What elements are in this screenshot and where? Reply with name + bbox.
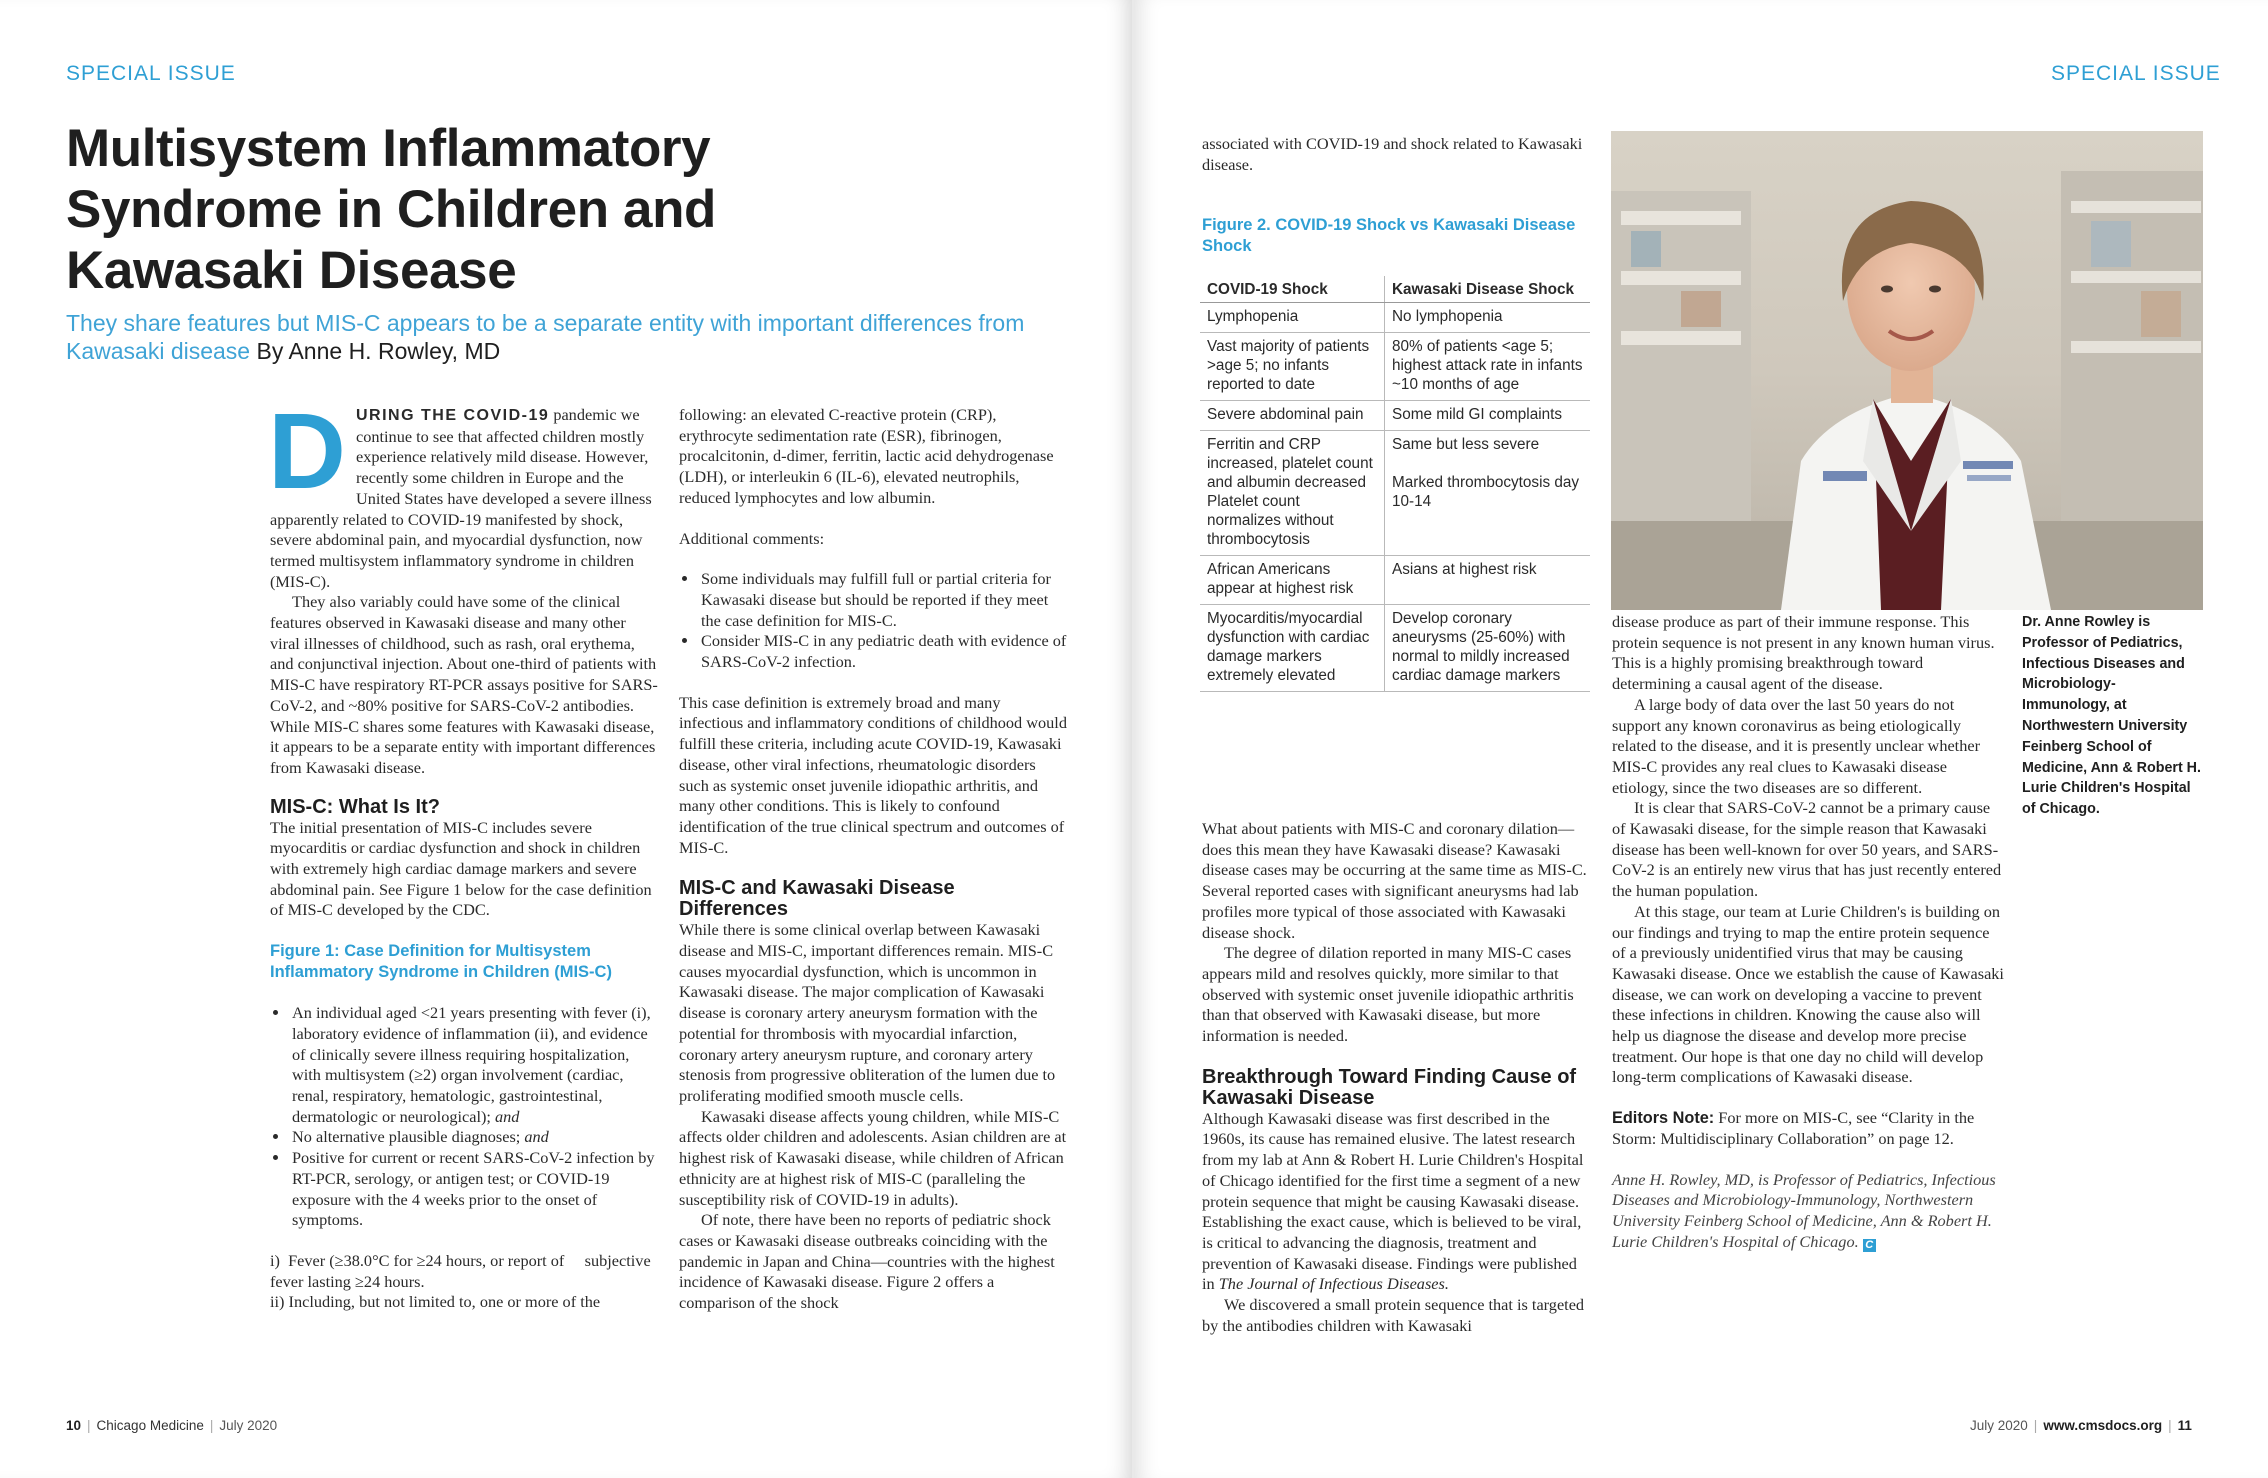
paragraph: associated with COVID-19 and shock related to Kawasaki disease.	[1202, 134, 1583, 174]
photo-caption: Dr. Anne Rowley is Professor of Pediatrics, Infectious Diseases and Microbiology-Immunology, at Northwestern University Feinberg School of Medicine, Ann & Robert H. Lurie Children's Hospital of Chicago.	[2022, 614, 2201, 818]
table-cell: No lymphopenia	[1385, 303, 1591, 333]
table-header: COVID-19 Shock	[1200, 276, 1385, 303]
paragraph: We discovered a small protein sequence that is targeted by the antibodies children with Kawasaki	[1202, 1295, 1585, 1335]
list-item: • Consider MIS-C in any pediatric death with evidence of SARS-CoV-2 infection.	[699, 631, 1067, 672]
paragraph: The degree of dilation reported in many MIS-C cases appears mild and resolves quickly, more similar to that observed with systemic onset juvenile idiopathic arthritis than that observed with Kawasaki disease, but more information is needed.	[1202, 943, 1574, 1046]
comparison-table	[1200, 276, 1590, 692]
footnote-ii: ii) Including, but not limited to, one or more of the	[270, 1292, 601, 1312]
editors-note-label: Editors Note:	[1612, 1109, 1715, 1128]
website-link[interactable]: www.cmsdocs.org	[2043, 1418, 2163, 1433]
byline: By Anne H. Rowley, MD	[256, 338, 501, 364]
paragraph-text: Although Kawasaki disease was first described in the 1960s, its cause has remained elusive. The latest research from my lab at Ann & Robert H. Lurie Children's Hospital of Chicago identified for the first time a segment of a new protein sequence that might be causing Kawasaki disease. Establishing the exact cause, which is believed to be viral, is critical to advancing the diagnosis, treatment and prevention of Kawasaki disease. Findings were published in	[1202, 1108, 1584, 1294]
table-header: Kawasaki Disease Shock	[1385, 276, 1591, 303]
subtitle-text: They share features but MIS-C appears to be a separate entity with important differences from Kawasaki disease	[66, 310, 1025, 364]
article-title: Multisystem Inflammatory Syndrome in Children and Kawasaki Disease	[66, 119, 717, 300]
paragraph: following: an elevated C-reactive protein (CRP), erythrocyte sedimentation rate (ESR), fibrinogen, procalcitonin, d-dimer, ferritin, lactic acid dehydrogenase (LDH), or interleukin 6 (IL-6), elevated neutrophils, reduced lymphocytes and low albumin.	[679, 405, 1054, 507]
table-cell: Vast majority of patients >age 5; no infants reported to date	[1200, 333, 1385, 401]
column-4	[1612, 612, 2004, 1252]
column-1	[268, 390, 658, 1313]
table-cell: Some mild GI complaints	[1385, 401, 1591, 431]
lead-text: pandemic we continue to see that affected children mostly experience relatively mild disease. However, recently some children in Europe and the United States have developed a severe illness apparently related to COVID-19 manifested by shock, severe abdominal pain, and myocardial dysfunction, now termed multisystem inflammatory syndrome in children (MIS-C).	[270, 405, 652, 591]
heading-breakthrough: Breakthrough Toward Finding Cause of Kawasaki Disease	[1202, 1065, 1577, 1109]
page-number-right: 11	[2177, 1418, 2192, 1433]
section-label-left: SPECIAL ISSUE	[66, 62, 236, 85]
table-row	[1200, 333, 1590, 401]
paragraph: Kawasaki disease affects young children, while MIS-C affects older children and adolescents. Asian children are at highest risk of Kawasaki disease, while children of African ethnicity are at highest risk of MIS-C (paralleling the susceptibility risk of COVID-19 in adults).	[679, 1106, 1067, 1209]
paragraph: Of note, there have been no reports of pediatric shock cases or Kawasaki disease outbreaks coinciding with the pandemic in Japan and China—countries with the highest incidence of Kawasaki disease. Figure 2 offers a comparison of the shock	[679, 1210, 1055, 1313]
author-bio-text: Anne H. Rowley, MD, is Professor of Pediatrics, Infectious Diseases and Microbiology-Immunology, Northwestern University Feinberg School of Medicine, Ann & Robert H. Lurie Children's Hospital of Chicago.	[1612, 1169, 1996, 1251]
list-text: No alternative plausible diagnoses;	[292, 1127, 521, 1147]
table-cell: Develop coronary aneurysms (25-60%) with normal to mildly increased cardiac damage markers	[1385, 605, 1591, 692]
table-row	[1200, 401, 1590, 431]
publication-name: Chicago Medicine	[96, 1418, 204, 1433]
drop-cap: D	[268, 390, 346, 511]
list-emphasis: and	[490, 1106, 520, 1126]
paragraph: A large body of data over the last 50 years do not support any known coronavirus as being etiologically related to the disease, and it is presently unclear whether MIS-C provides any real clues to Kawasaki disease etiology, since the two diseases are so different.	[1612, 694, 1980, 797]
paragraph: disease produce as part of their immune response. This protein sequence is not present in any known human virus. This is a highly promising breakthrough toward determining a causal agent of the disease.	[1612, 612, 1995, 694]
comments-list	[679, 569, 1067, 673]
editors-note-text: For more on MIS-C, see “Clarity in the Storm: Multidisciplinary Collaboration” on page 12.	[1612, 1108, 1975, 1148]
figure-1-list	[270, 1003, 658, 1231]
list-item	[290, 1148, 658, 1231]
paragraph: The initial presentation of MIS-C includes severe myocarditis or cardiac dysfunction and shock in children with extremely high cardiac damage markers and severe abdominal pain. See Figure 1 below for the case definition of MIS-C developed by the CDC.	[270, 817, 652, 920]
issue-date-right: July 2020	[1970, 1418, 2028, 1433]
table-row	[1200, 556, 1590, 605]
table-header-row	[1200, 276, 1590, 303]
paragraph: While there is some clinical overlap between Kawasaki disease and MIS-C, important differences remain. MIS-C causes myocardial dysfunction, which is uncommon in Kawasaki disease. The major complication of Kawasaki disease is coronary artery aneurysm formation with the potential for thrombosis with myocardial infarction, coronary artery aneurysm rupture, and coronary artery stenosis from progressive obliteration of the lumen due to proliferating modified smooth muscle cells.	[679, 920, 1056, 1105]
footnote-i: i) Fever (≥38.0°C for ≥24 hours, or report of subjective fever lasting ≥24 hours.	[270, 1250, 651, 1291]
table-cell: 80% of patients <age 5; highest attack rate in infants ~10 months of age	[1385, 333, 1591, 401]
list-text: Positive for current or recent SARS-CoV-2 infection by RT-PCR, serology, or antigen test; or COVID-19 exposure with the 4 weeks prior to the onset of symptoms.	[292, 1148, 655, 1230]
table-row	[1200, 303, 1590, 333]
paragraph: At this stage, our team at Lurie Children's is building on our findings and trying to map the entire protein sequence of a previously unidentified virus that may be causing Kawasaki disease. Once we establish the cause of Kawasaki disease, we can work on developing a vaccine to prevent these infections in children. Knowing the cause also will help us diagnose the disease and develop more precise treatment. Our hope is that one day no child will develop long-term complications of Kawasaki disease.	[1612, 901, 2004, 1087]
footer-left: 10 | Chicago Medicine | July 2020	[66, 1418, 278, 1433]
table-cell: Severe abdominal pain	[1200, 401, 1385, 431]
column-3-bottom	[1202, 819, 1592, 1336]
heading-differences: MIS-C and Kawasaki Disease Differences	[679, 877, 955, 921]
portrait-photo	[1611, 131, 2203, 610]
column-3-top	[1202, 134, 1592, 257]
paragraph: What about patients with MIS-C and coronary dilation—does this mean they have Kawasaki disease? Kawasaki disease cases may be occurring at the same time as MIS-C. Several reported cases with significant aneurysms had lab profiles more typical of those associated with Kawasaki disease shock.	[1202, 819, 1587, 942]
lead-caps: URING THE COVID-19	[356, 407, 550, 424]
additional-comments-label: Additional comments:	[679, 528, 825, 548]
lead-paragraph	[268, 390, 658, 592]
paragraph: This case definition is extremely broad and many infectious and inflammatory conditions of childhood would fulfill these criteria, including acute COVID-19, Kawasaki disease, other viral infections, rheumatologic disorders such as systemic onset juvenile idiopathic arthritis, and many other conditions. This is likely to confound identification of the true clinical spectrum and outcomes of MIS-C.	[679, 692, 1067, 857]
paragraph	[1202, 1109, 1592, 1295]
table-cell: African Americans appear at highest risk	[1200, 556, 1385, 605]
issue-date-left: July 2020	[219, 1418, 278, 1433]
table-row	[1200, 605, 1590, 692]
table-cell: Ferritin and CRP increased, platelet count and albumin decreased Platelet count normalizes without thrombocytosis	[1200, 431, 1385, 556]
journal-name: The Journal of Infectious Diseases.	[1218, 1274, 1449, 1294]
table-cell: Asians at highest risk	[1385, 556, 1591, 605]
figure-2-title: Figure 2. COVID-19 Shock vs Kawasaki Disease Shock	[1202, 216, 1576, 256]
figure-1-title: Figure 1: Case Definition for Multisystem Inflammatory Syndrome in Children (MIS-C)	[270, 942, 612, 982]
table-cell: Same but less severe Marked thrombocytosis day 10-14	[1385, 431, 1591, 556]
list-item: • Some individuals may fulfill full or partial criteria for Kawasaki disease but should be reported if they meet the case definition for MIS-C.	[699, 569, 1067, 631]
footer-right: July 2020 | www.cmsdocs.org | 11	[1970, 1418, 2192, 1433]
portrait-illustration	[1611, 131, 2203, 610]
page-number-left: 10	[66, 1418, 82, 1433]
end-mark-icon: C	[1863, 1239, 1876, 1252]
list-item	[290, 1127, 658, 1148]
paragraph: They also variably could have some of the clinical features observed in Kawasaki disease and many other viral illnesses of childhood, such as rash, oral erythema, and conjunctival injection. About one-third of patients with MIS-C have respiratory RT-PCR assays positive for SARS-CoV-2, and ~80% positive for SARS-CoV-2 antibodies. While MIS-C shares some features with Kawasaki disease, it appears to be a separate entity with important differences from Kawasaki disease.	[270, 592, 658, 777]
column-2	[679, 405, 1067, 1314]
table-row	[1200, 431, 1590, 556]
article-subtitle	[66, 309, 1066, 365]
list-item	[290, 1003, 658, 1127]
section-label-right: SPECIAL ISSUE	[2051, 62, 2221, 85]
heading-what-is-misc: MIS-C: What Is It?	[270, 795, 440, 818]
editors-note	[1612, 1108, 2004, 1149]
table-cell: Myocarditis/myocardial dysfunction with cardiac damage markers extremely elevated	[1200, 605, 1385, 692]
list-text: An individual aged <21 years presenting with fever (i), laboratory evidence of inflammation (ii), and evidence of clinically severe illness requiring hospitalization, with multisystem (≥2) organ involvement (cardiac, renal, respiratory, hematologic, gastrointestinal, dermatologic or neurological);	[292, 1003, 651, 1126]
author-bio	[1612, 1170, 2004, 1253]
paragraph: It is clear that SARS-CoV-2 cannot be a primary cause of Kawasaki disease, for the simple reason that Kawasaki disease has been well-known for over 50 years, and SARS-CoV-2 is an entirely new virus that has just recently entered the human population.	[1612, 798, 2002, 901]
list-emphasis: and	[520, 1127, 549, 1147]
table-cell: Lymphopenia	[1200, 303, 1385, 333]
